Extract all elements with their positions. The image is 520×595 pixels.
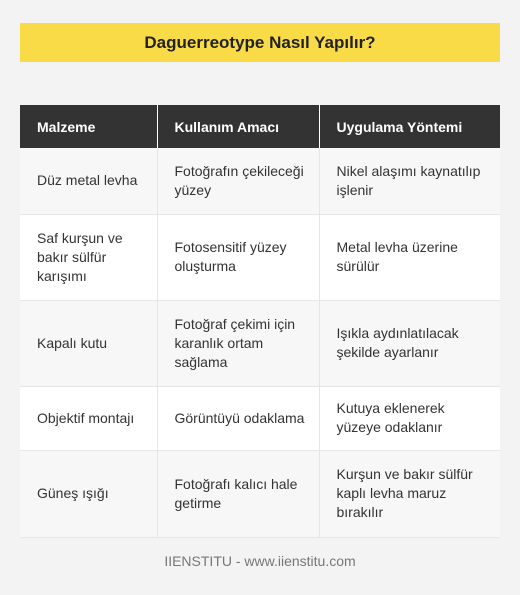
cell-material: Objektif montajı (20, 386, 157, 450)
materials-table (20, 105, 500, 538)
table-row (20, 300, 500, 386)
header-purpose: Kullanım Amacı (157, 105, 319, 148)
table-row (20, 214, 500, 300)
footer-credit: IIENSTITU - www.iienstitu.com (164, 553, 356, 569)
table-row (20, 148, 500, 214)
cell-method: Kutuya eklenerek yüzeye odaklanır (319, 386, 500, 450)
cell-material: Saf kurşun ve bakır sülfür karışımı (20, 214, 157, 300)
cell-method: Nikel alaşımı kaynatılıp işlenir (319, 148, 500, 214)
cell-purpose: Fotoğrafı kalıcı hale getirme (157, 450, 319, 537)
cell-purpose: Görüntüyü odaklama (157, 386, 319, 450)
page-title: Daguerreotype Nasıl Yapılır? (144, 32, 376, 52)
cell-material: Kapalı kutu (20, 300, 157, 386)
header-material: Malzeme (20, 105, 157, 148)
header-method: Uygulama Yöntemi (336, 118, 463, 135)
cell-purpose: Fotosensitif yüzey oluşturma (157, 214, 319, 300)
cell-purpose: Fotoğrafın çekileceği yüzey (157, 148, 319, 214)
cell-material: Güneş ışığı (20, 450, 157, 537)
table-header-row (20, 105, 500, 148)
cell-purpose: Fotoğraf çekimi için karanlık ortam sağlama (157, 300, 319, 386)
table-row (20, 450, 500, 537)
cell-method: Kurşun ve bakır sülfür kaplı levha maruz bırakılır (319, 450, 500, 537)
cell-method: Işıkla aydınlatılacak şekilde ayarlanır (319, 300, 500, 386)
cell-material: Düz metal levha (20, 148, 157, 214)
table-row (20, 386, 500, 450)
cell-method: Metal levha üzerine sürülür (319, 214, 500, 300)
title-banner (20, 23, 500, 62)
